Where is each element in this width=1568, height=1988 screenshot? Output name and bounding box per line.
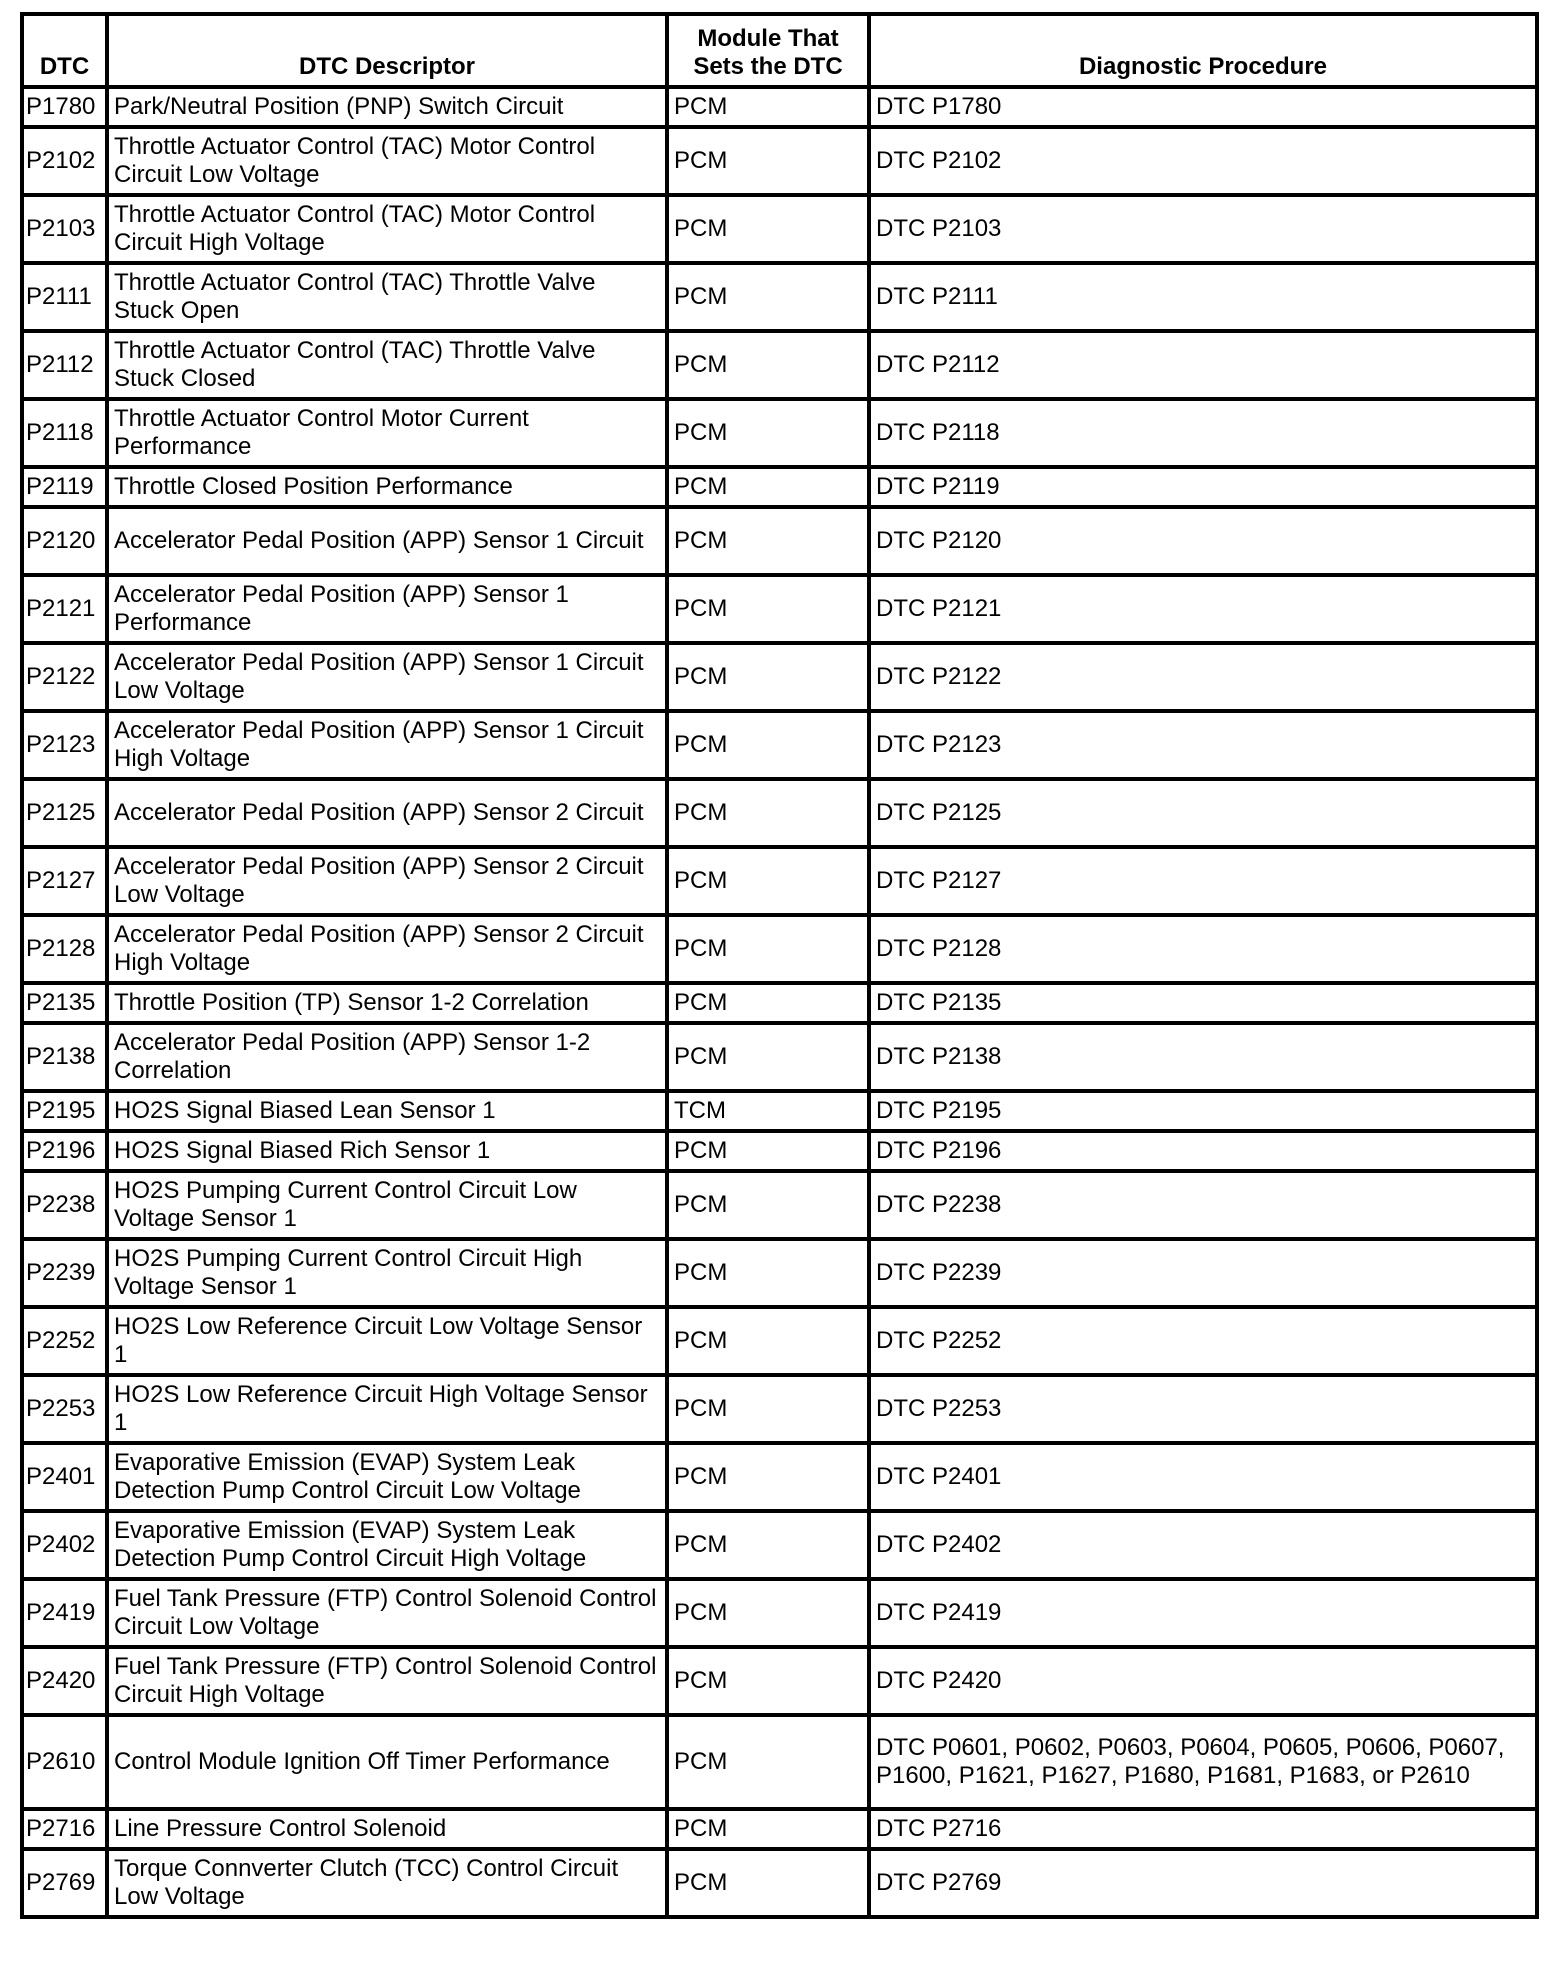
dtc-descriptor-cell: Throttle Actuator Control (TAC) Throttle Valve Stuck Open	[107, 263, 667, 331]
dtc-code-cell: P2716	[22, 1809, 107, 1849]
dtc-code-cell: P2239	[22, 1239, 107, 1307]
dtc-code-cell: P2196	[22, 1131, 107, 1171]
module-cell: PCM	[667, 1809, 869, 1849]
module-cell: PCM	[667, 467, 869, 507]
dtc-code-cell: P2112	[22, 331, 107, 399]
dtc-descriptor-cell: Fuel Tank Pressure (FTP) Control Solenoid Control Circuit High Voltage	[107, 1647, 667, 1715]
table-body	[22, 87, 1537, 1917]
dtc-descriptor-cell: Line Pressure Control Solenoid	[107, 1809, 667, 1849]
dtc-descriptor-cell: HO2S Signal Biased Rich Sensor 1	[107, 1131, 667, 1171]
module-cell: PCM	[667, 331, 869, 399]
module-cell: PCM	[667, 399, 869, 467]
dtc-descriptor-cell: Accelerator Pedal Position (APP) Sensor 2 Circuit Low Voltage	[107, 847, 667, 915]
header-module: Module That Sets the DTC	[667, 14, 869, 87]
dtc-descriptor-cell: HO2S Pumping Current Control Circuit High Voltage Sensor 1	[107, 1239, 667, 1307]
diagnostic-procedure-cell: DTC P2121	[869, 575, 1537, 643]
diagnostic-procedure-cell: DTC P2102	[869, 127, 1537, 195]
module-cell: PCM	[667, 1849, 869, 1917]
dtc-code-cell: P2120	[22, 507, 107, 575]
dtc-code-cell: P2103	[22, 195, 107, 263]
module-cell: PCM	[667, 575, 869, 643]
dtc-code-cell: P2122	[22, 643, 107, 711]
table-row	[22, 643, 1537, 711]
diagnostic-procedure-cell: DTC P2769	[869, 1849, 1537, 1917]
dtc-code-cell: P2769	[22, 1849, 107, 1917]
table-row	[22, 1647, 1537, 1715]
dtc-descriptor-cell: HO2S Signal Biased Lean Sensor 1	[107, 1091, 667, 1131]
diagnostic-procedure-cell: DTC P2239	[869, 1239, 1537, 1307]
diagnostic-procedure-cell: DTC P2119	[869, 467, 1537, 507]
table-row	[22, 1511, 1537, 1579]
table-row	[22, 1131, 1537, 1171]
table-row	[22, 467, 1537, 507]
diagnostic-procedure-cell: DTC P2125	[869, 779, 1537, 847]
diagnostic-procedure-cell: DTC P2420	[869, 1647, 1537, 1715]
diagnostic-procedure-cell: DTC P2123	[869, 711, 1537, 779]
dtc-descriptor-cell: Evaporative Emission (EVAP) System Leak Detection Pump Control Circuit High Voltage	[107, 1511, 667, 1579]
module-cell: PCM	[667, 1375, 869, 1443]
dtc-table	[20, 12, 1539, 1919]
diagnostic-procedure-cell: DTC P2196	[869, 1131, 1537, 1171]
table-row	[22, 847, 1537, 915]
diagnostic-procedure-cell: DTC P2401	[869, 1443, 1537, 1511]
module-cell: PCM	[667, 1579, 869, 1647]
dtc-code-cell: P2135	[22, 983, 107, 1023]
table-row	[22, 1375, 1537, 1443]
diagnostic-procedure-cell: DTC P2238	[869, 1171, 1537, 1239]
table-row	[22, 983, 1537, 1023]
table-row	[22, 399, 1537, 467]
module-cell: PCM	[667, 711, 869, 779]
dtc-code-cell: P2401	[22, 1443, 107, 1511]
dtc-code-cell: P2195	[22, 1091, 107, 1131]
table-row	[22, 263, 1537, 331]
dtc-code-cell: P2125	[22, 779, 107, 847]
module-cell: PCM	[667, 1307, 869, 1375]
diagnostic-procedure-cell: DTC P2112	[869, 331, 1537, 399]
table-row	[22, 1443, 1537, 1511]
dtc-code-cell: P2420	[22, 1647, 107, 1715]
dtc-code-cell: P2253	[22, 1375, 107, 1443]
diagnostic-procedure-cell: DTC P2103	[869, 195, 1537, 263]
table-row	[22, 1023, 1537, 1091]
dtc-descriptor-cell: Fuel Tank Pressure (FTP) Control Solenoid Control Circuit Low Voltage	[107, 1579, 667, 1647]
diagnostic-procedure-cell: DTC P2120	[869, 507, 1537, 575]
table-row	[22, 1171, 1537, 1239]
dtc-descriptor-cell: HO2S Low Reference Circuit Low Voltage Sensor 1	[107, 1307, 667, 1375]
dtc-code-cell: P2128	[22, 915, 107, 983]
diagnostic-procedure-cell: DTC P2253	[869, 1375, 1537, 1443]
module-cell: PCM	[667, 643, 869, 711]
dtc-code-cell: P2127	[22, 847, 107, 915]
table-row	[22, 127, 1537, 195]
table-row	[22, 915, 1537, 983]
table-row	[22, 1809, 1537, 1849]
dtc-code-cell: P1780	[22, 87, 107, 127]
module-cell: PCM	[667, 1131, 869, 1171]
dtc-code-cell: P2102	[22, 127, 107, 195]
diagnostic-procedure-cell: DTC P1780	[869, 87, 1537, 127]
module-cell: PCM	[667, 1647, 869, 1715]
header-dtc-descriptor: DTC Descriptor	[107, 14, 667, 87]
diagnostic-procedure-cell: DTC P2118	[869, 399, 1537, 467]
dtc-descriptor-cell: Accelerator Pedal Position (APP) Sensor 2 Circuit	[107, 779, 667, 847]
table-row	[22, 1849, 1537, 1917]
dtc-descriptor-cell: Torque Connverter Clutch (TCC) Control Circuit Low Voltage	[107, 1849, 667, 1917]
diagnostic-procedure-cell: DTC P2716	[869, 1809, 1537, 1849]
dtc-code-cell: P2111	[22, 263, 107, 331]
dtc-code-cell: P2252	[22, 1307, 107, 1375]
table-row	[22, 1715, 1537, 1809]
dtc-descriptor-cell: Park/Neutral Position (PNP) Switch Circuit	[107, 87, 667, 127]
module-cell: PCM	[667, 1715, 869, 1809]
dtc-code-cell: P2610	[22, 1715, 107, 1809]
table-row	[22, 507, 1537, 575]
table-row	[22, 1307, 1537, 1375]
table-row	[22, 331, 1537, 399]
table-row	[22, 1239, 1537, 1307]
dtc-descriptor-cell: HO2S Pumping Current Control Circuit Low Voltage Sensor 1	[107, 1171, 667, 1239]
dtc-descriptor-cell: Evaporative Emission (EVAP) System Leak Detection Pump Control Circuit Low Voltage	[107, 1443, 667, 1511]
module-cell: PCM	[667, 983, 869, 1023]
dtc-code-cell: P2118	[22, 399, 107, 467]
dtc-code-cell: P2238	[22, 1171, 107, 1239]
table-row	[22, 779, 1537, 847]
dtc-descriptor-cell: Throttle Actuator Control Motor Current Performance	[107, 399, 667, 467]
diagnostic-procedure-cell: DTC P2419	[869, 1579, 1537, 1647]
module-cell: PCM	[667, 1239, 869, 1307]
module-cell: PCM	[667, 915, 869, 983]
module-cell: TCM	[667, 1091, 869, 1131]
diagnostic-procedure-cell: DTC P2135	[869, 983, 1537, 1023]
module-cell: PCM	[667, 1023, 869, 1091]
module-cell: PCM	[667, 1443, 869, 1511]
module-cell: PCM	[667, 779, 869, 847]
module-cell: PCM	[667, 263, 869, 331]
dtc-code-cell: P2121	[22, 575, 107, 643]
dtc-descriptor-cell: Accelerator Pedal Position (APP) Sensor 1-2 Correlation	[107, 1023, 667, 1091]
diagnostic-procedure-cell: DTC P2122	[869, 643, 1537, 711]
dtc-code-cell: P2419	[22, 1579, 107, 1647]
diagnostic-procedure-cell: DTC P2402	[869, 1511, 1537, 1579]
table-row	[22, 711, 1537, 779]
table-row	[22, 575, 1537, 643]
dtc-descriptor-cell: Throttle Position (TP) Sensor 1-2 Correlation	[107, 983, 667, 1023]
module-cell: PCM	[667, 1511, 869, 1579]
dtc-code-cell: P2138	[22, 1023, 107, 1091]
module-cell: PCM	[667, 847, 869, 915]
diagnostic-procedure-cell: DTC P2127	[869, 847, 1537, 915]
dtc-code-cell: P2123	[22, 711, 107, 779]
dtc-code-cell: P2119	[22, 467, 107, 507]
dtc-descriptor-cell: Throttle Actuator Control (TAC) Throttle Valve Stuck Closed	[107, 331, 667, 399]
dtc-descriptor-cell: Throttle Actuator Control (TAC) Motor Control Circuit Low Voltage	[107, 127, 667, 195]
diagnostic-procedure-cell: DTC P2195	[869, 1091, 1537, 1131]
table-row	[22, 87, 1537, 127]
module-cell: PCM	[667, 87, 869, 127]
dtc-descriptor-cell: HO2S Low Reference Circuit High Voltage Sensor 1	[107, 1375, 667, 1443]
header-diagnostic-procedure: Diagnostic Procedure	[869, 14, 1537, 87]
dtc-descriptor-cell: Control Module Ignition Off Timer Performance	[107, 1715, 667, 1809]
diagnostic-procedure-cell: DTC P2128	[869, 915, 1537, 983]
table-row	[22, 1579, 1537, 1647]
dtc-descriptor-cell: Throttle Closed Position Performance	[107, 467, 667, 507]
dtc-code-cell: P2402	[22, 1511, 107, 1579]
module-cell: PCM	[667, 507, 869, 575]
dtc-descriptor-cell: Accelerator Pedal Position (APP) Sensor 1 Circuit Low Voltage	[107, 643, 667, 711]
diagnostic-procedure-cell: DTC P2252	[869, 1307, 1537, 1375]
diagnostic-procedure-cell: DTC P2138	[869, 1023, 1537, 1091]
module-cell: PCM	[667, 1171, 869, 1239]
dtc-descriptor-cell: Throttle Actuator Control (TAC) Motor Control Circuit High Voltage	[107, 195, 667, 263]
dtc-descriptor-cell: Accelerator Pedal Position (APP) Sensor 1 Circuit High Voltage	[107, 711, 667, 779]
dtc-descriptor-cell: Accelerator Pedal Position (APP) Sensor 1 Performance	[107, 575, 667, 643]
module-cell: PCM	[667, 127, 869, 195]
dtc-descriptor-cell: Accelerator Pedal Position (APP) Sensor 2 Circuit High Voltage	[107, 915, 667, 983]
dtc-descriptor-cell: Accelerator Pedal Position (APP) Sensor 1 Circuit	[107, 507, 667, 575]
diagnostic-procedure-cell: DTC P0601, P0602, P0603, P0604, P0605, P0606, P0607, P1600, P1621, P1627, P1680, P1681, P1683, or P2610	[869, 1715, 1537, 1809]
module-cell: PCM	[667, 195, 869, 263]
header-dtc: DTC	[22, 14, 107, 87]
table-row	[22, 195, 1537, 263]
diagnostic-procedure-cell: DTC P2111	[869, 263, 1537, 331]
table-header-row	[22, 14, 1537, 87]
table-row	[22, 1091, 1537, 1131]
